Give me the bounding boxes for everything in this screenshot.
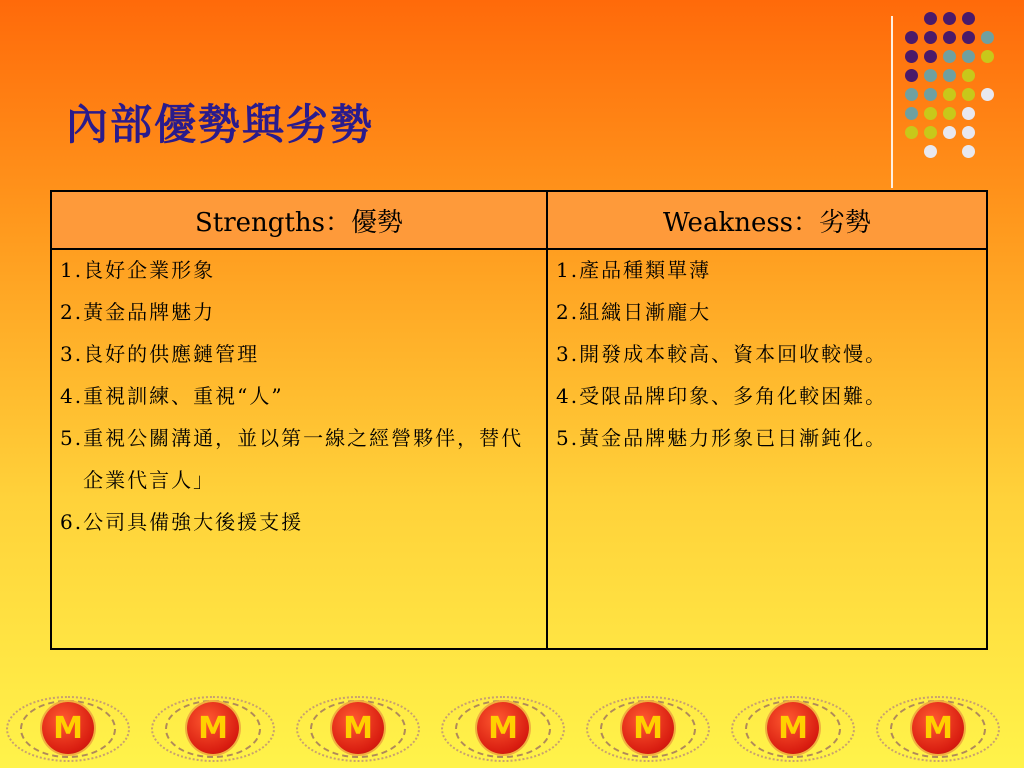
decorative-dot	[981, 31, 994, 44]
strengths-cell	[51, 249, 547, 649]
weakness-item-number: 3.	[556, 342, 580, 366]
decorative-dot	[943, 31, 956, 44]
logo-letter: M	[488, 711, 518, 746]
logo-letter: M	[53, 711, 83, 746]
logo-coin	[187, 702, 239, 754]
weakness-item-text: 產品種類單薄	[579, 258, 712, 282]
mcdonalds-logo-icon	[288, 690, 428, 768]
decorative-dot	[905, 31, 918, 44]
mcdonalds-logo-icon	[433, 690, 573, 768]
logo-coin	[622, 702, 674, 754]
logo-coin	[912, 702, 964, 754]
weakness-item-text: 受限品牌印象、多角化較困難。	[579, 384, 888, 408]
strength-item	[60, 428, 538, 490]
weakness-item-number: 5.	[556, 426, 580, 450]
decorative-dot	[943, 12, 956, 25]
strength-item-text: 黃金品牌魅力	[83, 300, 216, 324]
decorative-dot	[924, 50, 937, 63]
logo-letter: M	[778, 711, 808, 746]
strength-item-number: 1.	[60, 258, 84, 282]
table-body-row	[51, 249, 987, 649]
decorative-dot	[943, 69, 956, 82]
weakness-item	[556, 344, 978, 364]
decorative-dot	[962, 145, 975, 158]
decorative-dot	[962, 88, 975, 101]
weakness-item	[556, 302, 978, 322]
mcdonalds-logo-icon	[0, 690, 138, 768]
decorative-dot	[981, 50, 994, 63]
table-header-row	[51, 191, 987, 249]
mcdonalds-logo-icon	[143, 690, 283, 768]
logo-letter: M	[923, 711, 953, 746]
weakness-item-text: 開發成本較高、資本回收較慢。	[579, 342, 888, 366]
logo-letter: M	[198, 711, 228, 746]
strength-item-text: 公司具備強大後援支援	[83, 510, 304, 534]
decorative-dot	[924, 31, 937, 44]
weakness-item-text: 組織日漸龐大	[579, 300, 712, 324]
weakness-item-number: 1.	[556, 258, 580, 282]
decorative-dot	[924, 88, 937, 101]
strength-item-text: 良好的供應鏈管理	[83, 342, 260, 366]
decorative-dot	[943, 126, 956, 139]
strength-item-text: 重視訓練、重視“人”	[83, 384, 284, 408]
weakness-item-text: 黃金品牌魅力形象已日漸鈍化。	[579, 426, 888, 450]
strength-item	[60, 512, 538, 532]
decorative-dot	[962, 12, 975, 25]
mcdonalds-logo-icon	[723, 690, 863, 768]
logo-coin	[477, 702, 529, 754]
decorative-dot	[905, 126, 918, 139]
decorative-dot	[905, 69, 918, 82]
swot-table	[50, 190, 988, 650]
strength-item-text: 重視公關溝通，並以第一線之經營夥伴，替代企業代言人」	[83, 426, 524, 492]
strength-item-number: 3.	[60, 342, 84, 366]
slide-title: 內部優勢與劣勢	[66, 100, 375, 149]
decorative-dot	[924, 145, 937, 158]
decorative-dot-grid	[905, 12, 1017, 164]
strength-item-number: 5.	[60, 426, 84, 450]
logo-footer-strip	[0, 690, 1024, 768]
strength-item-text: 良好企業形象	[83, 258, 216, 282]
decorative-dot	[943, 88, 956, 101]
decorative-dot	[943, 50, 956, 63]
decorative-dot	[981, 88, 994, 101]
weakness-item	[556, 428, 978, 448]
logo-letter: M	[343, 711, 373, 746]
weakness-item	[556, 260, 978, 280]
mcdonalds-logo-icon	[868, 690, 1008, 768]
strength-item	[60, 260, 538, 280]
strengths-header: Strengths：優勢	[51, 191, 547, 249]
logo-coin	[767, 702, 819, 754]
strength-item-number: 4.	[60, 384, 84, 408]
decorative-dot	[962, 107, 975, 120]
strength-item	[60, 302, 538, 322]
logo-coin	[42, 702, 94, 754]
decorative-dot	[924, 69, 937, 82]
decorative-dot	[943, 107, 956, 120]
decorative-dot	[905, 107, 918, 120]
weakness-item-number: 4.	[556, 384, 580, 408]
decorative-dot	[924, 126, 937, 139]
weakness-item	[556, 386, 978, 406]
decorative-dot	[905, 50, 918, 63]
strength-item-number: 6.	[60, 510, 84, 534]
weakness-header: Weakness：劣勢	[547, 191, 987, 249]
logo-coin	[332, 702, 384, 754]
logo-letter: M	[633, 711, 663, 746]
decorative-dot	[924, 107, 937, 120]
decorative-dot	[962, 69, 975, 82]
decorative-dot	[962, 126, 975, 139]
strength-item	[60, 386, 538, 406]
strength-item	[60, 344, 538, 364]
mcdonalds-logo-icon	[578, 690, 718, 768]
decorative-dot	[905, 88, 918, 101]
weakness-cell	[547, 249, 987, 649]
divider-line	[891, 16, 893, 188]
weakness-item-number: 2.	[556, 300, 580, 324]
decorative-dot	[962, 31, 975, 44]
strength-item-number: 2.	[60, 300, 84, 324]
decorative-dot	[924, 12, 937, 25]
decorative-dot	[962, 50, 975, 63]
